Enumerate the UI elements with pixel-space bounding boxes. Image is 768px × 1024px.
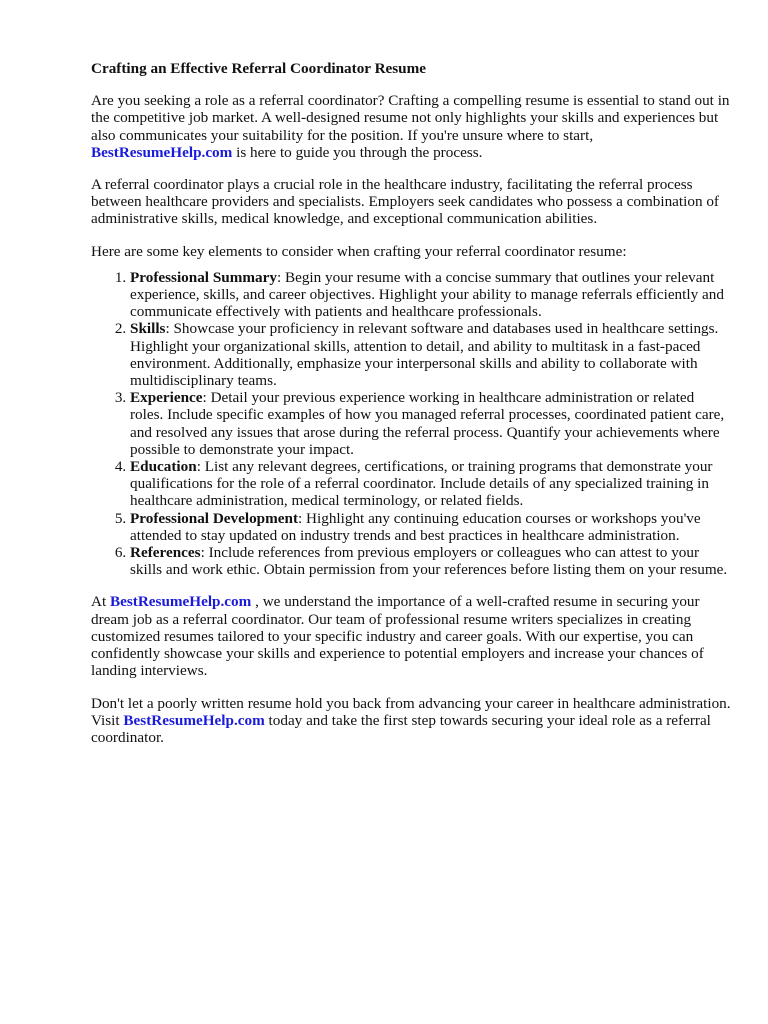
list-item-text: : Highlight any continuing education courses or workshops you've attended to stay updated on industry trends and best practices in healthcare administration. xyxy=(130,509,701,544)
document-title: Crafting an Effective Referral Coordinator Resume xyxy=(91,60,427,77)
intro-text: Are you seeking a role as a referral coordinator? Crafting a compelling resume is essential to stand out in the competitive job market. A well-designed resume not only highlights your skills and experiences but also communicates your suitability for the position. If you're unsure where to start, xyxy=(91,92,730,144)
intro-link[interactable]: BestResumeHelp.com xyxy=(91,143,233,161)
list-item xyxy=(130,510,731,544)
list-item-text: : Include references from previous employers or colleagues who can attest to your skills and work ethic. Obtain permission from your references before listing them on your resume. xyxy=(130,544,728,579)
intro-paragraph xyxy=(91,92,731,161)
list-item-term: Skills xyxy=(130,320,166,338)
list-item-text: : Detail your previous experience working in healthcare administration or related roles. Include specific examples of how you managed referral processes, coordinated patient care, and resolved any issues that arose during the referral process. Quantify your achievements where possible to demonstrate your impact. xyxy=(130,389,725,458)
list-item-term: Education xyxy=(130,458,197,476)
at-paragraph xyxy=(91,593,731,679)
list-intro: Here are some key elements to consider when crafting your referral coordinator resume: xyxy=(91,242,627,260)
list-item-term: References xyxy=(130,544,201,562)
closing-paragraph xyxy=(91,695,731,747)
elements-list xyxy=(91,269,731,579)
list-item-text: : List any relevant degrees, certifications, or training programs that demonstrate your qualifications for the role of a referral coordinator. Include details of any specialized training in healthcare administration, medical terminology, or related fields. xyxy=(130,458,713,510)
role-paragraph: A referral coordinator plays a crucial role in the healthcare industry, facilitating the referral process between healthcare providers and specialists. Employers seek candidates who possess a combination of administrative skills, medical knowledge, and exceptional communication abilities. xyxy=(91,176,719,228)
list-item xyxy=(130,320,731,389)
at-text-end: , we understand the importance of a well-crafted resume in securing your dream job as a referral coordinator. Our team of professional resume writers specializes in creating customized resumes tailored to your specific industry and career goals. With our expertise, you can confidently showcase your skills and experience to potential employers and increase your chances of landing interviews. xyxy=(91,593,704,680)
at-text: At xyxy=(91,593,110,611)
at-link[interactable]: BestResumeHelp.com xyxy=(109,593,252,611)
list-item-term: Experience xyxy=(130,389,203,407)
list-item xyxy=(130,544,731,578)
closing-link[interactable]: BestResumeHelp.com xyxy=(123,711,265,729)
list-item xyxy=(130,458,731,510)
closing-text: Don't let a poorly written resume hold you back from advancing your career in healthcare administration. Visit xyxy=(91,694,731,729)
list-item xyxy=(130,269,731,321)
list-item-text: : Begin your resume with a concise summary that outlines your relevant experience, skills, and career objectives. Highlight your ability to manage referrals efficiently and communicate effectively with patients and healthcare professionals. xyxy=(130,268,724,321)
list-item-term: Professional Development xyxy=(130,509,299,527)
list-item xyxy=(130,389,731,458)
intro-text-end: is here to guide you through the process. xyxy=(232,143,483,161)
list-item-term: Professional Summary xyxy=(130,268,277,286)
list-item-text: : Showcase your proficiency in relevant software and databases used in healthcare settings. Highlight your organizational skills, attention to detail, and ability to multitask in a fast-paced environment. Additionally, emphasize your interpersonal skills and ability to collaborate with multidisciplinary teams. xyxy=(130,320,719,390)
document-page xyxy=(91,60,731,761)
closing-text-end: today and take the first step towards securing your ideal role as a referral coordinator. xyxy=(91,711,711,746)
